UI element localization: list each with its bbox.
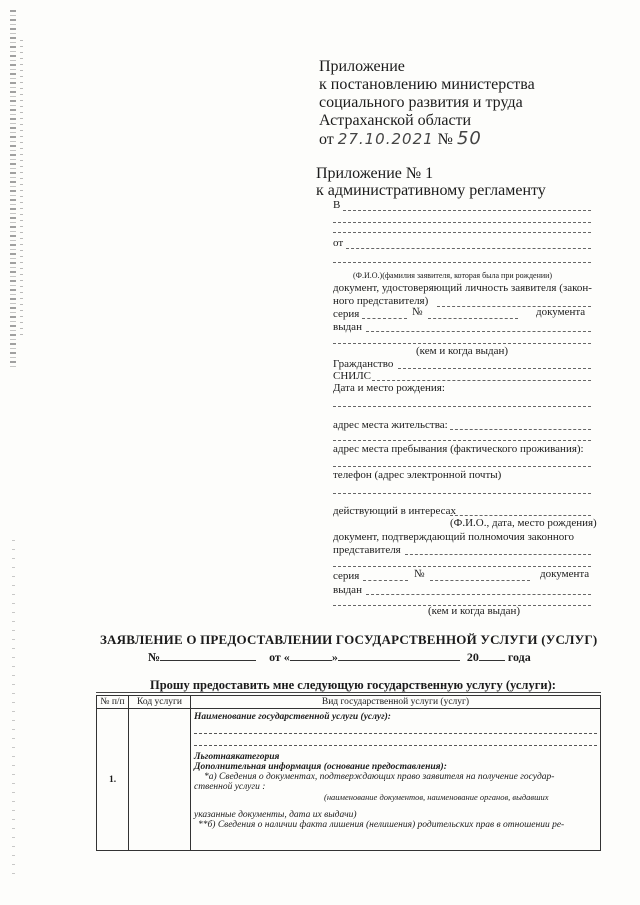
row-num: 1. [97, 709, 129, 851]
col-header-code: Код услуги [129, 696, 191, 709]
statement-month-input[interactable] [338, 660, 460, 661]
statement-year-suffix: года [507, 650, 531, 664]
scan-margin-artifact [12, 540, 15, 880]
service-name-input-2[interactable] [194, 734, 597, 746]
from-label: от [333, 237, 344, 249]
extra-info-label: Дополнительная информация (основание предоставления): [194, 762, 447, 772]
stay-input[interactable] [333, 466, 591, 467]
statement-title: ЗАЯВЛЕНИЕ О ПРЕДОСТАВЛЕНИИ ГОСУДАРСТВЕННОЙ УСЛУГИ (УСЛУГ) [100, 632, 598, 647]
residence-input[interactable] [450, 429, 591, 430]
snils-input[interactable] [372, 380, 591, 381]
number2-label: № [414, 568, 425, 580]
phone-label: телефон (адрес электронной почты) [333, 469, 502, 481]
birth-label: Дата и место рождения: [333, 382, 445, 394]
issued2-label: выдан [333, 584, 362, 596]
document-label: документа [536, 306, 586, 318]
issued-input-2[interactable] [333, 343, 591, 344]
services-table [96, 695, 601, 851]
statement-year-prefix: 20 [466, 650, 479, 664]
col-header-type: Вид государственной услуги (услуг) [191, 696, 601, 709]
series2-input[interactable] [363, 580, 408, 581]
approval-number-prefix: № [437, 131, 453, 148]
scan-margin-artifact [10, 10, 16, 370]
note-a-line-1: *а) Сведения о документах, подтверждающих право заявителя на получение государ- [204, 772, 555, 782]
approval-date-handwritten: 27.10.2021 [337, 130, 434, 148]
approval-line-2: к постановлению министерства [319, 76, 535, 93]
to-label: В [333, 199, 341, 211]
statement-from-label: от « [269, 650, 290, 664]
note-b-line: **б) Сведения о наличии факта лишения (нелишения) родительских прав в отношении ре- [198, 820, 565, 830]
appendix-subtitle: к административному регламенту [316, 182, 546, 199]
rep-doc-input-2[interactable] [333, 566, 591, 567]
acting-label: действующий в интересах [333, 505, 457, 517]
to-line[interactable] [343, 210, 591, 211]
statement-year-input[interactable] [479, 660, 505, 661]
note-a-line-3: указанные документы, дата их выдачи) [194, 810, 357, 820]
residence-input-2[interactable] [333, 440, 591, 441]
citizenship-input[interactable] [398, 368, 591, 369]
approval-line-1: Приложение [319, 58, 405, 75]
phone-input[interactable] [333, 493, 591, 494]
from-line[interactable] [346, 248, 591, 249]
issued2-input[interactable] [366, 594, 591, 595]
number2-input[interactable] [430, 580, 530, 581]
col-header-num: № п/п [97, 696, 129, 709]
scan-margin-artifact [20, 40, 23, 340]
from-line-2[interactable] [333, 262, 591, 263]
issued-label: выдан [333, 321, 362, 333]
to-line-2[interactable] [333, 222, 591, 223]
appendix-title: Приложение № 1 [316, 165, 434, 182]
request-text: Прошу предоставить мне следующую государственную услугу (услуги): [150, 678, 556, 692]
issued2-hint: (кем и когда выдан) [428, 605, 521, 617]
to-line-3[interactable] [333, 232, 591, 233]
note-a-line-2: ственной услуги : [194, 782, 266, 792]
stay-label: адрес места пребывания (фактического проживания): [333, 443, 584, 455]
category-label: Льготнаякатегория [194, 752, 280, 762]
fio-hint: (Ф.И.О.)(фамилия заявителя, которая была при рождении) [353, 271, 553, 280]
statement-quote-close: » [331, 650, 338, 664]
note-a-hint: (наименование документов, наименование органов, выдавших [324, 792, 549, 802]
approval-date-line [319, 129, 482, 150]
acting-input[interactable] [450, 515, 591, 516]
service-name-input[interactable] [194, 722, 597, 734]
birth-input[interactable] [333, 406, 591, 407]
number-input[interactable] [428, 318, 518, 319]
document2-label: документа [540, 568, 590, 580]
issued-input[interactable] [366, 331, 591, 332]
rep-doc-line-1: документ, подтверждающий полномочия законного [333, 531, 574, 543]
series-label: серия [333, 308, 360, 320]
residence-label: адрес места жительства: [333, 419, 448, 431]
statement-day-input[interactable] [290, 660, 332, 661]
service-name-label: Наименование государственной услуги (услуг): [194, 712, 391, 722]
series2-label: серия [333, 570, 360, 582]
row-type-cell [191, 709, 601, 851]
statement-number-prefix: № [148, 650, 161, 664]
request-underline [96, 692, 601, 693]
citizenship-label: Гражданство [333, 358, 394, 370]
rep-doc-input[interactable] [405, 554, 591, 555]
issued-hint: (кем и когда выдан) [416, 345, 509, 357]
id-doc-line-2: ного представителя) [333, 295, 429, 307]
statement-number-line [148, 650, 531, 665]
series-input[interactable] [362, 318, 407, 319]
id-doc-line-1: документ, удостоверяющий личность заявителя (закон- [333, 282, 592, 294]
row-code[interactable] [129, 709, 191, 851]
snils-label: СНИЛС [333, 370, 372, 382]
approval-date-prefix: от [319, 131, 334, 148]
approval-line-3: социального развития и труда [319, 94, 523, 111]
number-label: № [412, 306, 423, 318]
statement-number-input[interactable] [160, 660, 256, 661]
rep-doc-line-2: представителя [333, 544, 401, 556]
acting-hint: (Ф.И.О., дата, место рождения) [450, 517, 597, 529]
approval-number-handwritten: 50 [456, 128, 482, 149]
approval-line-4: Астраханской области [319, 112, 472, 129]
